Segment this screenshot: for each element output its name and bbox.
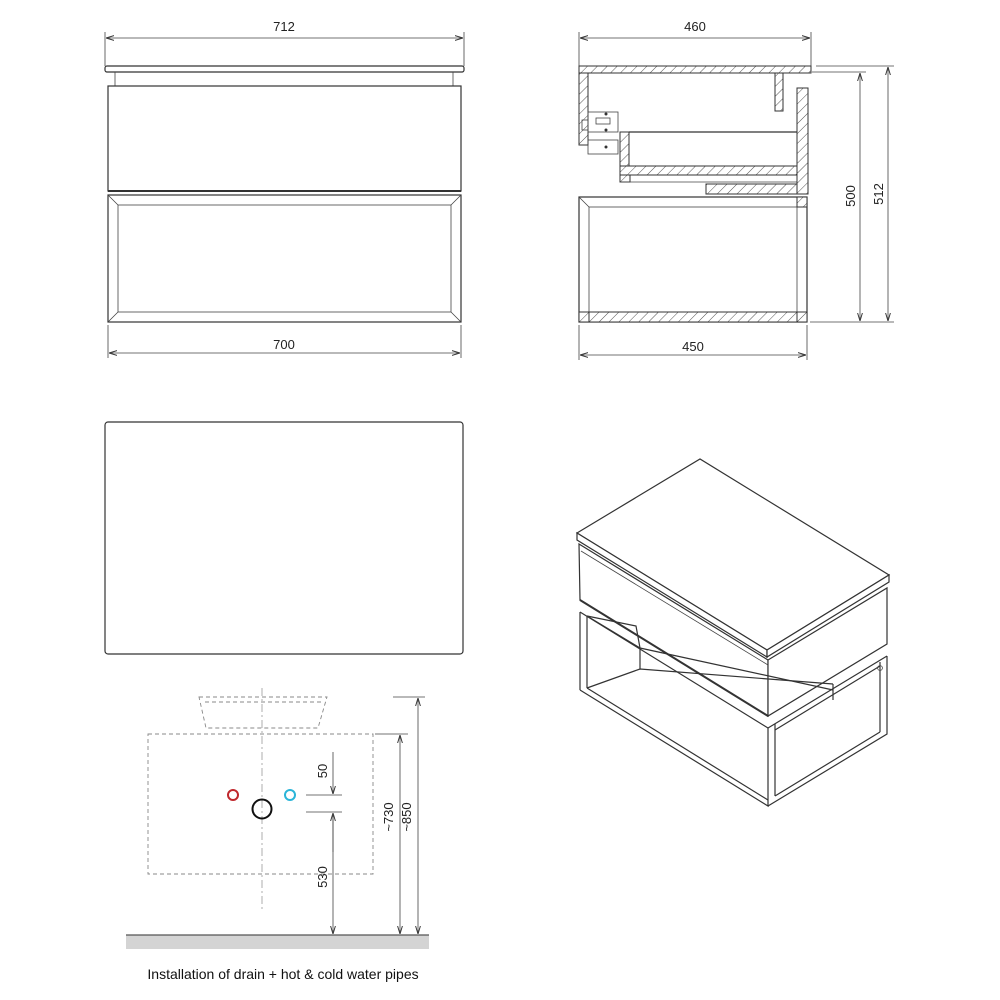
dimension-label-730: ~730 xyxy=(381,802,396,832)
front-countertop xyxy=(105,66,464,72)
dimension-front-bottom-width xyxy=(108,325,461,358)
dimension-label-450: 450 xyxy=(682,339,704,354)
installation-caption: Installation of drain + hot & cold water pipes xyxy=(147,966,419,982)
dimension-label-700: 700 xyxy=(273,337,295,352)
hot-pipe-icon xyxy=(228,790,238,800)
side-metal-frame xyxy=(579,197,807,322)
dimension-height-850 xyxy=(393,697,425,934)
isometric-view xyxy=(577,459,889,806)
dimension-label-850: ~850 xyxy=(399,802,414,832)
dimension-pipe-offset xyxy=(306,752,342,852)
installation-diagram xyxy=(126,688,429,982)
dimension-height-730 xyxy=(375,734,408,934)
dimension-label-512: 512 xyxy=(871,183,886,205)
dimension-side-bottom-depth xyxy=(579,325,807,360)
dimension-drain-height xyxy=(315,813,333,934)
floor xyxy=(126,935,429,949)
top-view-countertop xyxy=(105,422,463,654)
dimension-side-top-depth xyxy=(579,19,811,66)
cold-pipe-icon xyxy=(285,790,295,800)
dimension-label-500: 500 xyxy=(843,185,858,207)
dimension-front-top-width xyxy=(105,19,464,66)
cabinet-outline xyxy=(148,734,373,874)
dimension-label-712: 712 xyxy=(273,19,295,34)
front-drawer xyxy=(108,86,461,191)
dimension-label-50: 50 xyxy=(315,763,330,779)
side-drawer-front-section xyxy=(579,73,588,145)
side-back-panel-section xyxy=(797,88,808,194)
dimension-label-530: 530 xyxy=(315,866,330,888)
side-section-view xyxy=(579,19,894,360)
front-metal-frame xyxy=(108,195,461,322)
dimension-label-460: 460 xyxy=(684,19,706,34)
front-view xyxy=(105,19,464,358)
